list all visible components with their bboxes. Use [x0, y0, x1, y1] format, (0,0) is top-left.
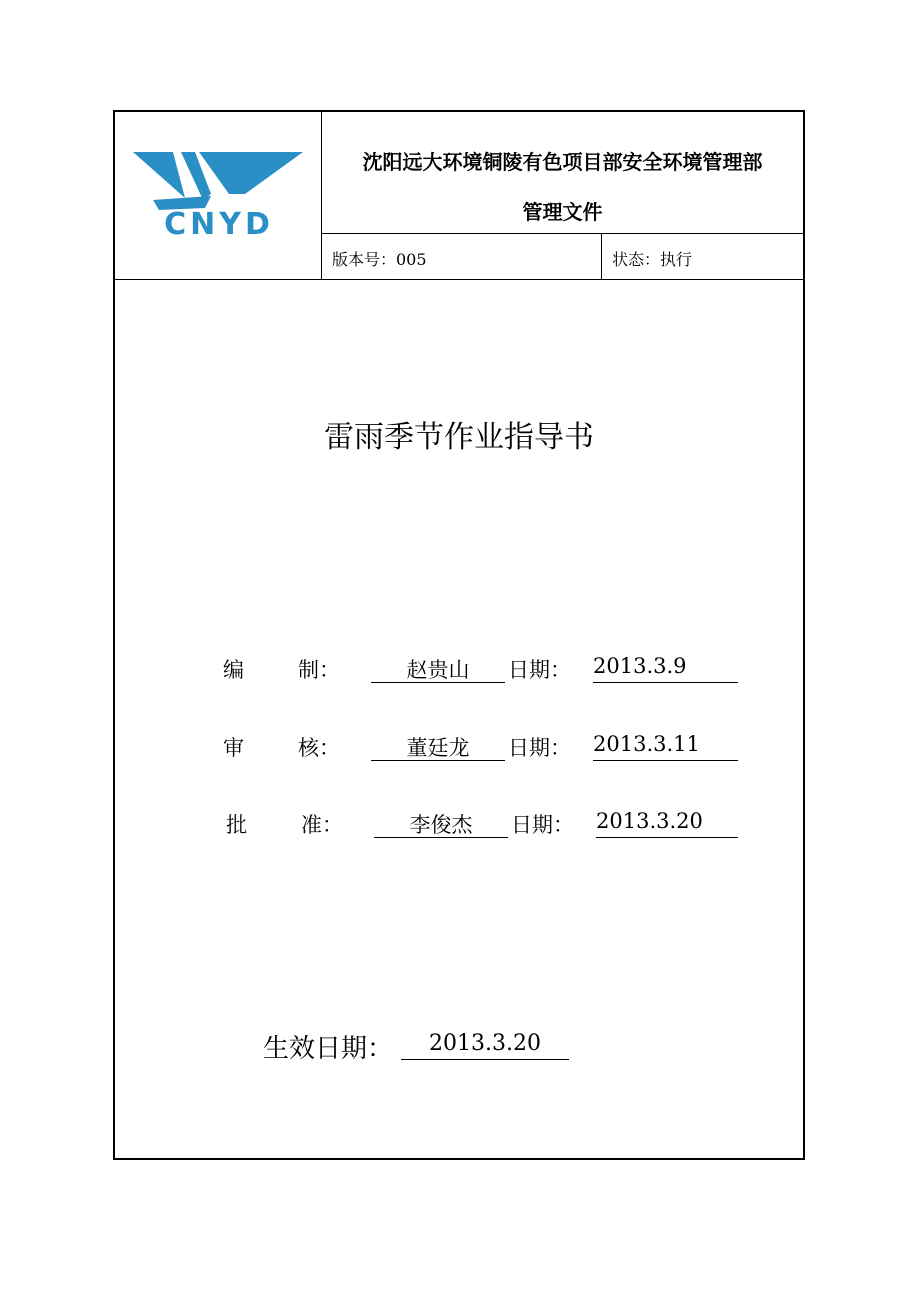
status-text: 状态：执行 [612, 250, 693, 269]
document-frame [113, 110, 805, 1160]
signature-name: 董廷龙 [371, 732, 505, 761]
signature-date: 2013.3.9 [593, 654, 738, 683]
signature-label: 批 准： [226, 813, 343, 837]
header-title-cell [322, 112, 803, 234]
svg-text:CNYD: CNYD [164, 207, 274, 238]
signature-name: 李俊杰 [374, 809, 508, 838]
signature-row-compile [115, 654, 803, 686]
document-type: 管理文件 [522, 200, 603, 224]
signature-date: 2013.3.20 [596, 809, 738, 838]
signature-date: 2013.3.11 [593, 732, 738, 761]
signature-row-review [115, 732, 803, 764]
organization-title: 沈阳远大环境铜陵有色项目部安全环境管理部 [362, 150, 763, 174]
status-cell [602, 234, 803, 279]
cnyd-logo [133, 150, 305, 238]
effective-date-label: 生效日期： [263, 1034, 394, 1064]
signature-label: 编 制： [223, 658, 340, 682]
document-title: 雷雨季节作业指导书 [324, 420, 594, 455]
document-header [115, 112, 803, 280]
version-text: 版本号：005 [332, 250, 427, 269]
date-label: 日期： [511, 813, 574, 837]
date-label: 日期： [508, 736, 571, 760]
effective-date: 2013.3.20 [401, 1031, 569, 1060]
signature-row-approve [115, 809, 803, 841]
date-label: 日期： [508, 658, 571, 682]
signature-name: 赵贵山 [371, 654, 505, 683]
logo-cell [115, 112, 322, 279]
signature-label: 审 核： [223, 736, 340, 760]
version-cell [322, 234, 602, 279]
